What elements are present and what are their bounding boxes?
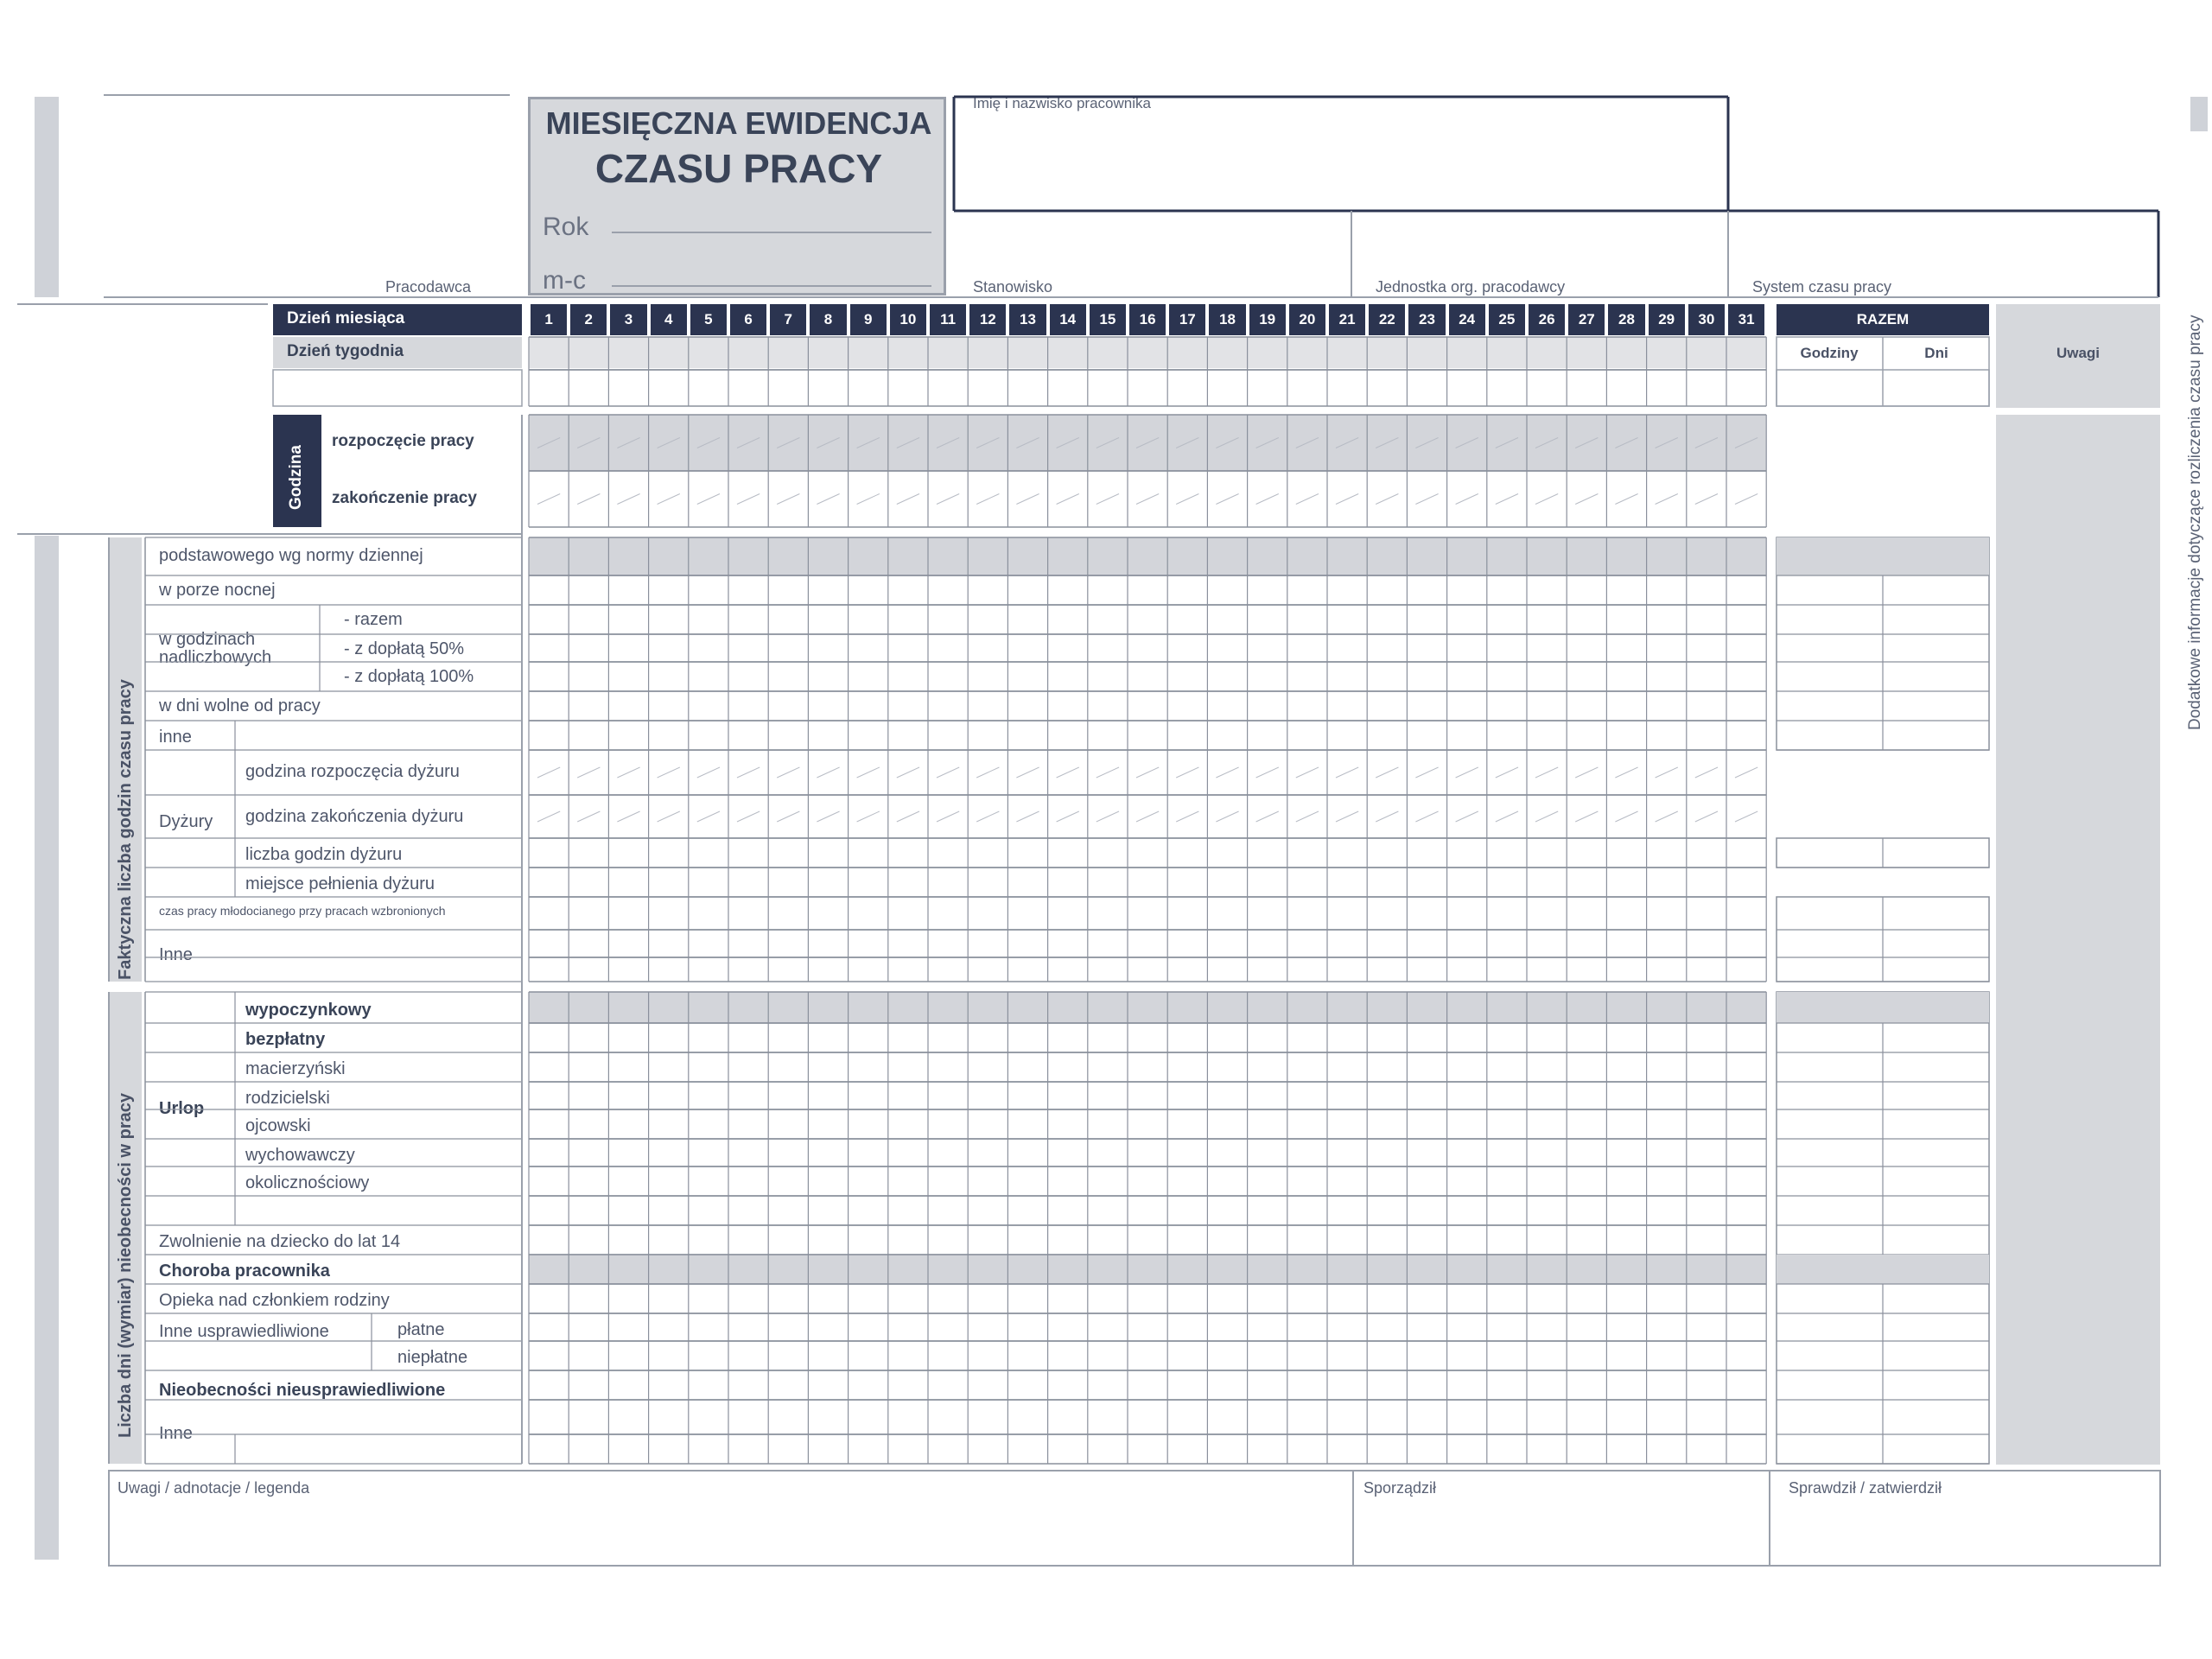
razem-shade-27	[1777, 1255, 1989, 1284]
diag-12-14	[1096, 811, 1119, 822]
diag-3-27	[1615, 494, 1637, 505]
day-header-17: 17	[1169, 304, 1205, 335]
diag-12-9	[897, 811, 919, 822]
day-header-9: 9	[850, 304, 887, 335]
diag-3-2	[617, 494, 639, 505]
row-shade-27	[529, 1255, 1766, 1284]
diag-12-0	[537, 811, 560, 822]
day-header-5: 5	[690, 304, 727, 335]
day-header-23: 23	[1408, 304, 1445, 335]
diag-11-16	[1176, 767, 1198, 778]
day-header-1: 1	[531, 304, 567, 335]
diag-11-28	[1656, 767, 1678, 778]
diag-11-27	[1615, 767, 1637, 778]
diag-3-29	[1695, 494, 1718, 505]
diag-12-11	[976, 811, 999, 822]
diag-11-9	[897, 767, 919, 778]
diag-12-2	[617, 811, 639, 822]
diag-3-8	[857, 494, 880, 505]
diag-3-11	[976, 494, 999, 505]
diag-11-25	[1535, 767, 1558, 778]
razem-header: RAZEM	[1777, 304, 1989, 335]
bezplatny-label: bezpłatny	[245, 1030, 326, 1049]
day-header-10: 10	[890, 304, 926, 335]
diag-11-11	[976, 767, 999, 778]
diag-12-13	[1057, 811, 1079, 822]
title-line1: MIESIĘCZNA EWIDENCJA	[545, 105, 932, 141]
choroba-label: Choroba pracownika	[159, 1262, 330, 1281]
diag-12-22	[1415, 811, 1438, 822]
row-shade-4	[529, 537, 1766, 575]
dyzur-miejsce-label: miejsce pełnienia dyżuru	[245, 874, 435, 893]
dni-header: Dni	[1924, 345, 1948, 361]
system-label: System czasu pracy	[1752, 278, 1892, 296]
diag-12-4	[697, 811, 720, 822]
day-header-28: 28	[1608, 304, 1644, 335]
diag-11-1	[577, 767, 600, 778]
dyzur-end-label: godzina zakończenia dyżuru	[245, 807, 464, 826]
diag-3-30	[1735, 494, 1758, 505]
diag-3-22	[1415, 494, 1438, 505]
diag-12-5	[737, 811, 760, 822]
diag-12-3	[658, 811, 680, 822]
day-header-20: 20	[1289, 304, 1325, 335]
diag-11-19	[1296, 767, 1319, 778]
row-shade-18	[529, 992, 1766, 1023]
diag-11-13	[1057, 767, 1079, 778]
diag-3-7	[817, 494, 839, 505]
diag-11-3	[658, 767, 680, 778]
jednostka-label: Jednostka org. pracodawcy	[1376, 278, 1566, 296]
day-header-27: 27	[1568, 304, 1605, 335]
opieka-label: Opieka nad członkiem rodziny	[159, 1291, 390, 1310]
razem-label: - razem	[344, 610, 403, 629]
day-header-24: 24	[1449, 304, 1485, 335]
diag-11-5	[737, 767, 760, 778]
diag-11-26	[1575, 767, 1598, 778]
diag-11-14	[1096, 767, 1119, 778]
diag-3-0	[537, 494, 560, 505]
dyzur-start-label: godzina rozpoczęcia dyżuru	[245, 762, 460, 781]
diag-12-27	[1615, 811, 1637, 822]
zwolnienie-label: Zwolnienie na dziecko do lat 14	[159, 1232, 401, 1251]
diag-11-15	[1136, 767, 1159, 778]
diag-12-30	[1735, 811, 1758, 822]
stanowisko-label: Stanowisko	[973, 278, 1053, 296]
ojcowski-label: ojcowski	[245, 1116, 311, 1135]
diag-3-15	[1136, 494, 1159, 505]
diag-3-17	[1216, 494, 1238, 505]
razem-shade-4	[1777, 537, 1989, 575]
okolicznosciowy-label: okolicznościowy	[245, 1173, 370, 1192]
porze-nocnej-label: w porze nocnej	[159, 581, 276, 600]
diag-12-15	[1136, 811, 1159, 822]
diag-11-6	[777, 767, 799, 778]
dyzur-liczba-label: liczba godzin dyżuru	[245, 845, 403, 864]
diag-12-16	[1176, 811, 1198, 822]
diag-12-18	[1256, 811, 1279, 822]
platne-label: płatne	[397, 1320, 445, 1339]
diag-11-8	[857, 767, 880, 778]
day-header-31: 31	[1728, 304, 1764, 335]
godziny-nadliczbowe-label: w godzinach nadliczbowych	[159, 631, 272, 667]
dni-wolne-label: w dni wolne od pracy	[159, 696, 321, 715]
diag-12-12	[1016, 811, 1039, 822]
day-header-15: 15	[1090, 304, 1126, 335]
diag-3-3	[658, 494, 680, 505]
diag-11-2	[617, 767, 639, 778]
diag-12-26	[1575, 811, 1598, 822]
day-header-30: 30	[1688, 304, 1725, 335]
inne-uspr-label: Inne usprawiedliwione	[159, 1322, 329, 1341]
diag-3-12	[1016, 494, 1039, 505]
day-header-7: 7	[770, 304, 806, 335]
diag-11-29	[1695, 767, 1718, 778]
inne2-label: Inne	[159, 945, 193, 964]
diag-3-23	[1456, 494, 1478, 505]
diag-12-6	[777, 811, 799, 822]
diag-11-23	[1456, 767, 1478, 778]
godzina-label: Godzina	[287, 445, 305, 510]
diag-12-29	[1695, 811, 1718, 822]
diag-3-26	[1575, 494, 1598, 505]
diag-12-19	[1296, 811, 1319, 822]
diag-3-14	[1096, 494, 1119, 505]
diag-3-25	[1535, 494, 1558, 505]
footer-sprawdzil-label: Sprawdził / zatwierdził	[1789, 1479, 1942, 1497]
diag-11-17	[1216, 767, 1238, 778]
diag-12-23	[1456, 811, 1478, 822]
diag-12-21	[1376, 811, 1398, 822]
title-line2: CZASU PRACY	[594, 146, 883, 191]
diag-11-12	[1016, 767, 1039, 778]
wypoczynkowy-label: wypoczynkowy	[245, 1001, 372, 1020]
diag-12-1	[577, 811, 600, 822]
diag-12-24	[1496, 811, 1518, 822]
day-header-13: 13	[1009, 304, 1046, 335]
imie-label: Imię i nazwisko pracownika	[973, 95, 1151, 111]
macierzynski-label: macierzyński	[245, 1059, 346, 1078]
diag-11-4	[697, 767, 720, 778]
footer-sporzadzil-label: Sporządził	[1363, 1479, 1437, 1497]
diag-3-19	[1296, 494, 1319, 505]
wychowawczy-label: wychowawczy	[245, 1146, 355, 1165]
diag-3-9	[897, 494, 919, 505]
diag-3-21	[1376, 494, 1398, 505]
day-header-22: 22	[1369, 304, 1405, 335]
diag-3-16	[1176, 494, 1198, 505]
diag-12-7	[817, 811, 839, 822]
diag-3-4	[697, 494, 720, 505]
section1-label: Faktyczna liczba godzin czasu pracy	[116, 679, 135, 980]
day-header-21: 21	[1329, 304, 1365, 335]
nieusprawiedliwione-label: Nieobecności nieusprawiedliwione	[159, 1381, 446, 1400]
diag-11-7	[817, 767, 839, 778]
diag-3-13	[1057, 494, 1079, 505]
day-header-29: 29	[1649, 304, 1685, 335]
day-header-6: 6	[730, 304, 766, 335]
diag-11-22	[1415, 767, 1438, 778]
diag-11-24	[1496, 767, 1518, 778]
rodzicielski-label: rodzicielski	[245, 1089, 330, 1108]
footer-uwagi-label: Uwagi / adnotacje / legenda	[118, 1479, 310, 1497]
diag-3-28	[1656, 494, 1678, 505]
diag-3-24	[1496, 494, 1518, 505]
diag-12-10	[937, 811, 959, 822]
diag-3-6	[777, 494, 799, 505]
diag-3-18	[1256, 494, 1279, 505]
nieplatne-label: niepłatne	[397, 1348, 468, 1367]
day-header-25: 25	[1489, 304, 1525, 335]
day-header-18: 18	[1209, 304, 1245, 335]
godziny-header: Godziny	[1800, 345, 1859, 361]
rok-label: Rok	[543, 213, 589, 241]
diag-12-28	[1656, 811, 1678, 822]
diag-11-20	[1336, 767, 1358, 778]
urlop-label: Urlop	[159, 1099, 205, 1118]
diag-12-20	[1336, 811, 1358, 822]
side-note: Dodatkowe informacje dotyczące rozliczenia czasu pracy	[2186, 315, 2204, 730]
footer-box	[109, 1471, 2160, 1566]
podstawowego-label: podstawowego wg normy dziennej	[159, 546, 423, 565]
dyzury-label: Dyżury	[159, 812, 213, 831]
razem-shade-18	[1777, 992, 1989, 1023]
mc-label: m-c	[543, 266, 586, 295]
day-header-16: 16	[1129, 304, 1166, 335]
dzien-miesiaca-label: Dzień miesiąca	[287, 309, 405, 327]
day-header-12: 12	[969, 304, 1006, 335]
diag-3-1	[577, 494, 600, 505]
zakonczenie-label: zakończenie pracy	[332, 489, 477, 507]
diag-12-17	[1216, 811, 1238, 822]
dzien-tygodnia-label: Dzień tygodnia	[287, 342, 404, 360]
section2-label: Liczba dni (wymiar) nieobecności w pracy	[116, 1093, 135, 1438]
day-header-8: 8	[810, 304, 846, 335]
day-header-4: 4	[651, 304, 687, 335]
pracodawca-label: Pracodawca	[385, 278, 472, 296]
diag-3-20	[1336, 494, 1358, 505]
dow-row-fill	[529, 337, 1766, 368]
doplata100-label: - z dopłatą 100%	[344, 667, 474, 686]
diag-11-10	[937, 767, 959, 778]
uwagi-header: Uwagi	[2056, 345, 2101, 361]
rozpoczecie-label: rozpoczęcie pracy	[332, 432, 474, 450]
dow-empty-row	[273, 370, 522, 406]
day-header-11: 11	[930, 304, 966, 335]
diag-12-8	[857, 811, 880, 822]
diag-3-10	[937, 494, 959, 505]
diag-11-0	[537, 767, 560, 778]
day-header-14: 14	[1050, 304, 1086, 335]
inne-label: inne	[159, 728, 192, 747]
inne3-label: Inne	[159, 1424, 193, 1443]
doplata50-label: - z dopłatą 50%	[344, 639, 464, 658]
diag-3-5	[737, 494, 760, 505]
mlodociany-label: czas pracy młodocianego przy pracach wzbronionych	[159, 904, 446, 918]
day-header-19: 19	[1249, 304, 1286, 335]
diag-11-21	[1376, 767, 1398, 778]
diag-12-25	[1535, 811, 1558, 822]
day-header-26: 26	[1529, 304, 1565, 335]
diag-11-30	[1735, 767, 1758, 778]
day-header-3: 3	[610, 304, 646, 335]
diag-11-18	[1256, 767, 1279, 778]
day-header-2: 2	[570, 304, 607, 335]
